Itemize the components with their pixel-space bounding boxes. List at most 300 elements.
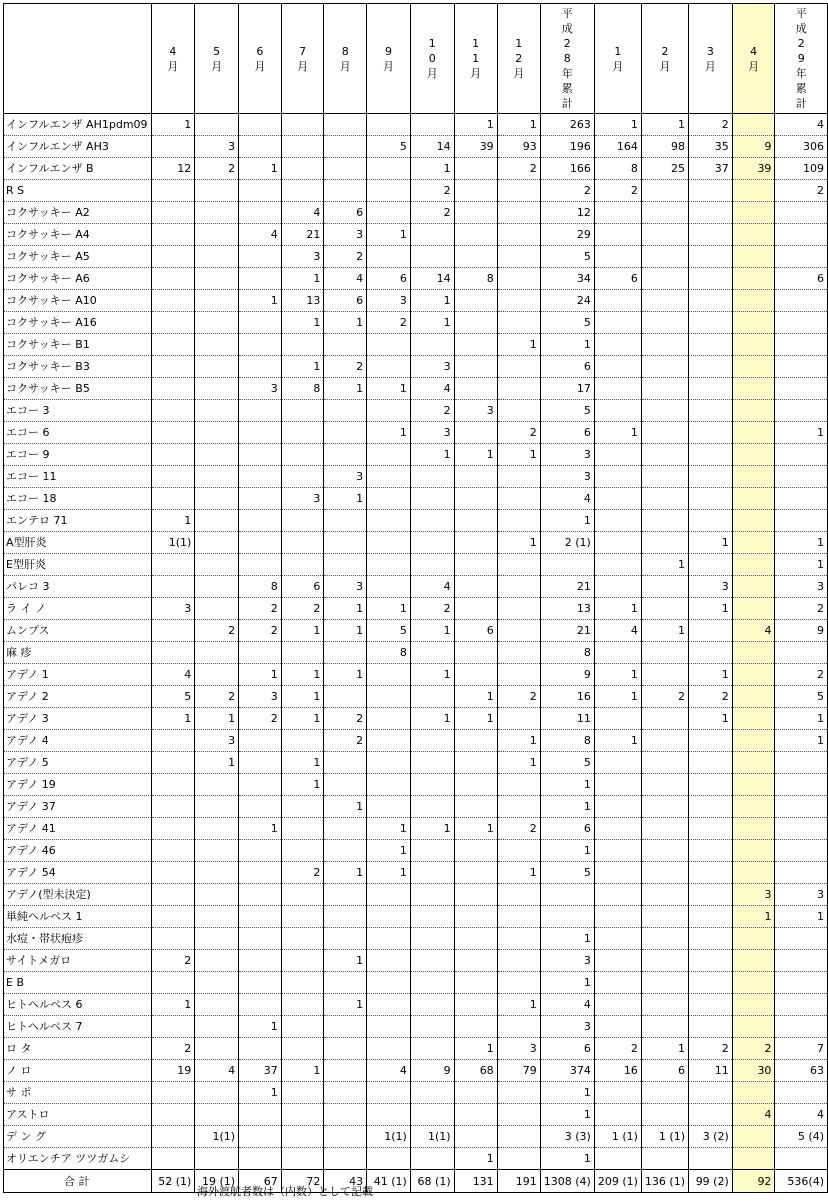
- count-cell: 3: [410, 422, 454, 444]
- count-cell: 2: [689, 686, 733, 708]
- count-cell: [775, 1082, 828, 1104]
- count-cell: [775, 224, 828, 246]
- count-cell: [497, 400, 540, 422]
- count-cell: [410, 972, 454, 994]
- count-cell: [641, 1148, 688, 1170]
- count-cell: [281, 906, 324, 928]
- count-cell: [281, 642, 324, 664]
- count-cell: [732, 532, 775, 554]
- count-cell: [497, 1104, 540, 1126]
- count-cell: [497, 246, 540, 268]
- count-cell: 1: [540, 1082, 594, 1104]
- count-cell: [281, 180, 324, 202]
- count-cell: [281, 334, 324, 356]
- count-cell: [641, 884, 688, 906]
- count-cell: 2: [497, 422, 540, 444]
- column-header: [594, 4, 641, 114]
- count-cell: [367, 1082, 411, 1104]
- count-cell: 34: [540, 268, 594, 290]
- table-row: [4, 796, 828, 818]
- count-cell: [497, 202, 540, 224]
- column-header: [324, 4, 367, 114]
- pathogen-name: ムンプス: [4, 620, 152, 642]
- count-cell: [641, 246, 688, 268]
- count-cell: 1: [281, 708, 324, 730]
- count-cell: 2: [497, 818, 540, 840]
- count-cell: [195, 268, 239, 290]
- count-cell: [689, 796, 733, 818]
- count-cell: [151, 422, 195, 444]
- count-cell: [689, 268, 733, 290]
- pathogen-name: アデノ 4: [4, 730, 152, 752]
- count-cell: 2: [281, 598, 324, 620]
- pathogen-name: エコー 3: [4, 400, 152, 422]
- count-cell: 1: [497, 114, 540, 136]
- count-cell: [151, 752, 195, 774]
- count-cell: 1: [151, 114, 195, 136]
- count-cell: [732, 268, 775, 290]
- count-cell: [732, 994, 775, 1016]
- count-cell: 1: [324, 312, 367, 334]
- count-cell: 3: [540, 466, 594, 488]
- count-cell: [281, 400, 324, 422]
- total-cell: 19 (1): [195, 1170, 239, 1193]
- count-cell: [410, 730, 454, 752]
- count-cell: 1: [689, 708, 733, 730]
- pathogen-name: 麻 疹: [4, 642, 152, 664]
- count-cell: [775, 994, 828, 1016]
- count-cell: [324, 1038, 367, 1060]
- count-cell: [641, 708, 688, 730]
- count-cell: [151, 1148, 195, 1170]
- count-cell: [281, 1016, 324, 1038]
- count-cell: [454, 312, 497, 334]
- count-cell: [594, 1016, 641, 1038]
- count-cell: 5: [540, 862, 594, 884]
- count-cell: 2: [540, 180, 594, 202]
- count-cell: [410, 1104, 454, 1126]
- count-cell: 1: [324, 378, 367, 400]
- table-row: [4, 1126, 828, 1148]
- total-cell: 68 (1): [410, 1170, 454, 1193]
- count-cell: 2: [775, 180, 828, 202]
- count-cell: [410, 1038, 454, 1060]
- count-cell: 1: [775, 422, 828, 444]
- count-cell: [594, 928, 641, 950]
- count-cell: [689, 862, 733, 884]
- count-cell: [689, 818, 733, 840]
- table-row: [4, 840, 828, 862]
- count-cell: 1: [324, 796, 367, 818]
- count-cell: [151, 334, 195, 356]
- count-cell: [594, 642, 641, 664]
- count-cell: 1: [594, 598, 641, 620]
- count-cell: [151, 1104, 195, 1126]
- count-cell: 4: [410, 378, 454, 400]
- count-cell: [689, 356, 733, 378]
- count-cell: [594, 862, 641, 884]
- count-cell: [454, 994, 497, 1016]
- header-row: [4, 4, 828, 114]
- count-cell: [151, 796, 195, 818]
- count-cell: 5: [540, 246, 594, 268]
- count-cell: [497, 928, 540, 950]
- count-cell: [775, 796, 828, 818]
- count-cell: [497, 906, 540, 928]
- count-cell: [732, 202, 775, 224]
- count-cell: [324, 752, 367, 774]
- count-cell: [594, 488, 641, 510]
- count-cell: [281, 136, 324, 158]
- count-cell: [151, 180, 195, 202]
- count-cell: [324, 180, 367, 202]
- table-row: [4, 488, 828, 510]
- count-cell: 306: [775, 136, 828, 158]
- count-cell: [195, 906, 239, 928]
- count-cell: 4: [732, 1104, 775, 1126]
- column-header-label: 11月: [470, 37, 482, 80]
- table-row: [4, 466, 828, 488]
- count-cell: [732, 444, 775, 466]
- count-cell: [775, 950, 828, 972]
- count-cell: [239, 752, 282, 774]
- pathogen-name: ラ イ ノ: [4, 598, 152, 620]
- total-cell: 1308 (4): [540, 1170, 594, 1193]
- count-cell: [775, 510, 828, 532]
- count-cell: [454, 906, 497, 928]
- table-row: [4, 1060, 828, 1082]
- pathogen-name: デ ン グ: [4, 1126, 152, 1148]
- count-cell: [454, 1016, 497, 1038]
- count-cell: [410, 796, 454, 818]
- count-cell: [689, 1148, 733, 1170]
- count-cell: [151, 730, 195, 752]
- count-cell: [151, 642, 195, 664]
- count-cell: [689, 334, 733, 356]
- count-cell: 1: [281, 620, 324, 642]
- count-cell: [775, 466, 828, 488]
- table-row: [4, 752, 828, 774]
- count-cell: 1: [641, 620, 688, 642]
- count-cell: [497, 224, 540, 246]
- count-cell: [410, 906, 454, 928]
- count-cell: [497, 312, 540, 334]
- count-cell: [239, 994, 282, 1016]
- count-cell: [732, 334, 775, 356]
- count-cell: [195, 928, 239, 950]
- pathogen-name: インフルエンザ B: [4, 158, 152, 180]
- count-cell: 1: [497, 994, 540, 1016]
- column-header: [732, 4, 775, 114]
- count-cell: 14: [410, 268, 454, 290]
- count-cell: 1: [497, 444, 540, 466]
- pathogen-name: コクサッキー A16: [4, 312, 152, 334]
- count-cell: [689, 378, 733, 400]
- pathogen-name: コクサッキー A6: [4, 268, 152, 290]
- count-cell: [594, 532, 641, 554]
- count-cell: 9: [410, 1060, 454, 1082]
- count-cell: 2: [410, 202, 454, 224]
- column-header: [367, 4, 411, 114]
- count-cell: [367, 554, 411, 576]
- count-cell: [195, 1082, 239, 1104]
- count-cell: [594, 796, 641, 818]
- column-header-label: 5月: [211, 44, 223, 73]
- count-cell: 1: [497, 862, 540, 884]
- count-cell: [195, 818, 239, 840]
- total-cell: 131: [454, 1170, 497, 1193]
- count-cell: [151, 312, 195, 334]
- pathogen-name: エコー 6: [4, 422, 152, 444]
- count-cell: [454, 246, 497, 268]
- count-cell: [151, 972, 195, 994]
- table-row: [4, 356, 828, 378]
- count-cell: [239, 796, 282, 818]
- count-cell: 5: [540, 752, 594, 774]
- count-cell: [239, 862, 282, 884]
- count-cell: 4: [410, 576, 454, 598]
- count-cell: [195, 180, 239, 202]
- count-cell: [410, 994, 454, 1016]
- count-cell: [195, 422, 239, 444]
- count-cell: [689, 840, 733, 862]
- count-cell: 3: [775, 576, 828, 598]
- count-cell: 1: [594, 114, 641, 136]
- count-cell: [641, 224, 688, 246]
- count-cell: [594, 884, 641, 906]
- table-row: [4, 334, 828, 356]
- count-cell: 3: [367, 290, 411, 312]
- count-cell: [195, 950, 239, 972]
- count-cell: [281, 972, 324, 994]
- count-cell: 2: [324, 730, 367, 752]
- count-cell: [775, 840, 828, 862]
- count-cell: [281, 1038, 324, 1060]
- count-cell: [594, 994, 641, 1016]
- count-cell: [732, 224, 775, 246]
- table-row: [4, 114, 828, 136]
- total-cell: 72: [281, 1170, 324, 1193]
- count-cell: [367, 950, 411, 972]
- count-cell: [410, 334, 454, 356]
- table-row: [4, 268, 828, 290]
- pathogen-name: オリエンチア ツツガムシ: [4, 1148, 152, 1170]
- count-cell: [497, 268, 540, 290]
- count-cell: [410, 642, 454, 664]
- count-cell: [410, 774, 454, 796]
- pathogen-name: 単純ヘルペス 1: [4, 906, 152, 928]
- count-cell: 3: [540, 444, 594, 466]
- count-cell: 1: [324, 620, 367, 642]
- table-row: [4, 532, 828, 554]
- count-cell: [454, 554, 497, 576]
- column-header: [410, 4, 454, 114]
- count-cell: [281, 466, 324, 488]
- count-cell: [324, 1016, 367, 1038]
- count-cell: [641, 356, 688, 378]
- pathogen-name: サイトメガロ: [4, 950, 152, 972]
- count-cell: 2: [497, 158, 540, 180]
- pathogen-name: アデノ 19: [4, 774, 152, 796]
- table-row: [4, 510, 828, 532]
- count-cell: 4: [540, 488, 594, 510]
- count-cell: 1: [151, 510, 195, 532]
- pathogen-name: E B: [4, 972, 152, 994]
- count-cell: [454, 532, 497, 554]
- count-cell: 2: [239, 620, 282, 642]
- count-cell: 1: [324, 994, 367, 1016]
- table-row: [4, 224, 828, 246]
- count-cell: [324, 422, 367, 444]
- column-header-label: 4月: [167, 44, 179, 73]
- count-cell: 6: [281, 576, 324, 598]
- count-cell: 21: [540, 620, 594, 642]
- count-cell: 4: [239, 224, 282, 246]
- count-cell: 8: [540, 730, 594, 752]
- total-cell: 92: [732, 1170, 775, 1193]
- count-cell: 37: [689, 158, 733, 180]
- count-cell: 2: [594, 1038, 641, 1060]
- count-cell: 2: [195, 686, 239, 708]
- count-cell: [195, 1148, 239, 1170]
- count-cell: [151, 928, 195, 950]
- count-cell: [239, 136, 282, 158]
- pathogen-name: ヒトヘルペス 6: [4, 994, 152, 1016]
- count-cell: [732, 840, 775, 862]
- count-cell: [732, 422, 775, 444]
- count-cell: [195, 1016, 239, 1038]
- count-cell: [367, 532, 411, 554]
- count-cell: [641, 510, 688, 532]
- count-cell: [281, 1104, 324, 1126]
- count-cell: 3: [324, 466, 367, 488]
- count-cell: [195, 312, 239, 334]
- count-cell: 9: [732, 136, 775, 158]
- count-cell: 6: [540, 1038, 594, 1060]
- count-cell: [732, 378, 775, 400]
- count-cell: [281, 928, 324, 950]
- count-cell: [594, 290, 641, 312]
- count-cell: 1: [454, 444, 497, 466]
- count-cell: [454, 224, 497, 246]
- count-cell: [454, 488, 497, 510]
- count-cell: [641, 180, 688, 202]
- count-cell: [497, 950, 540, 972]
- count-cell: [195, 972, 239, 994]
- count-cell: [732, 510, 775, 532]
- count-cell: [367, 400, 411, 422]
- count-cell: 1: [410, 444, 454, 466]
- count-cell: [497, 576, 540, 598]
- count-cell: [324, 686, 367, 708]
- count-cell: [594, 774, 641, 796]
- count-cell: [195, 1038, 239, 1060]
- count-cell: 1: [410, 158, 454, 180]
- count-cell: [367, 664, 411, 686]
- count-cell: [151, 774, 195, 796]
- count-cell: [497, 774, 540, 796]
- count-cell: [594, 378, 641, 400]
- pathogen-name: アストロ: [4, 1104, 152, 1126]
- count-cell: 3: [410, 356, 454, 378]
- count-cell: [689, 400, 733, 422]
- header-corner-cell: [4, 4, 152, 114]
- count-cell: 1: [454, 1038, 497, 1060]
- count-cell: [594, 818, 641, 840]
- count-cell: 1 (1): [641, 1126, 688, 1148]
- count-cell: 29: [540, 224, 594, 246]
- count-cell: [497, 972, 540, 994]
- pathogen-name: エンテロ 71: [4, 510, 152, 532]
- count-cell: [732, 312, 775, 334]
- count-cell: [324, 1060, 367, 1082]
- count-cell: [497, 642, 540, 664]
- total-cell: 52 (1): [151, 1170, 195, 1193]
- count-cell: 1: [594, 422, 641, 444]
- count-cell: 3 (2): [689, 1126, 733, 1148]
- count-cell: 5: [540, 312, 594, 334]
- count-cell: 6: [454, 620, 497, 642]
- count-cell: [281, 1082, 324, 1104]
- count-cell: [151, 554, 195, 576]
- table-body: [4, 4, 828, 1193]
- count-cell: [732, 576, 775, 598]
- total-cell: 209 (1): [594, 1170, 641, 1193]
- count-cell: 1: [410, 664, 454, 686]
- count-cell: 5: [775, 686, 828, 708]
- count-cell: [239, 906, 282, 928]
- count-cell: 1: [689, 598, 733, 620]
- count-cell: [324, 1104, 367, 1126]
- count-cell: 30: [732, 1060, 775, 1082]
- count-cell: [410, 114, 454, 136]
- count-cell: [689, 928, 733, 950]
- count-cell: [367, 730, 411, 752]
- count-cell: [151, 862, 195, 884]
- count-cell: [732, 1016, 775, 1038]
- count-cell: [281, 950, 324, 972]
- count-cell: [454, 180, 497, 202]
- count-cell: [410, 1082, 454, 1104]
- count-cell: [367, 510, 411, 532]
- count-cell: [410, 510, 454, 532]
- pathogen-name: コクサッキー A5: [4, 246, 152, 268]
- count-cell: 8: [594, 158, 641, 180]
- count-cell: [641, 488, 688, 510]
- count-cell: [195, 994, 239, 1016]
- count-cell: [641, 906, 688, 928]
- count-cell: [239, 1148, 282, 1170]
- table-row: [4, 312, 828, 334]
- count-cell: 1: [239, 158, 282, 180]
- count-cell: [239, 334, 282, 356]
- column-header-label: 3月: [704, 44, 716, 73]
- pathogen-name: エコー 9: [4, 444, 152, 466]
- count-cell: [281, 532, 324, 554]
- count-cell: 2: [689, 1038, 733, 1060]
- count-cell: [324, 158, 367, 180]
- count-cell: [410, 840, 454, 862]
- count-cell: [594, 576, 641, 598]
- count-cell: 2: [324, 246, 367, 268]
- count-cell: 1: [281, 1060, 324, 1082]
- total-cell: 67: [239, 1170, 282, 1193]
- count-cell: [454, 730, 497, 752]
- count-cell: [454, 422, 497, 444]
- count-cell: 2: [775, 598, 828, 620]
- table-row: [4, 730, 828, 752]
- count-cell: [324, 1126, 367, 1148]
